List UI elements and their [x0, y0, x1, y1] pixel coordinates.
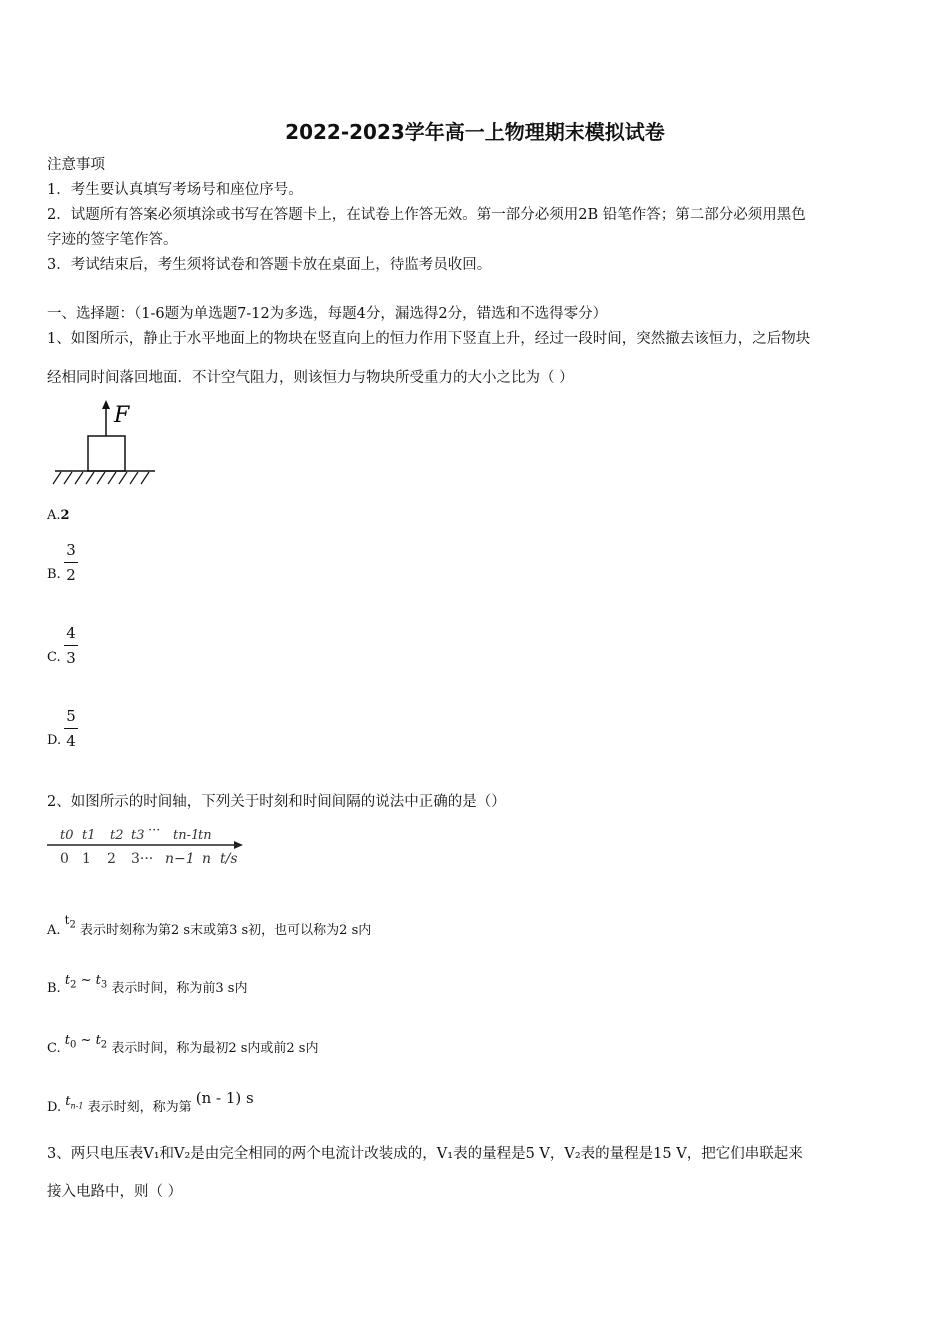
ordinal-expr: (n - 1) s: [195, 1089, 254, 1107]
ground-hatching: [53, 472, 149, 484]
denominator: 4: [66, 732, 76, 750]
q1-option-b-label: B.: [47, 567, 61, 582]
time-interval-expr: $t_2$ ~ $t_3$: [64, 973, 108, 991]
numerator: 4: [66, 624, 76, 642]
option-text: 表示时刻称为第2 s末或第3 s初，也可以称为2 s内: [80, 923, 372, 938]
option-label: D.: [47, 1100, 62, 1115]
q1-force-figure: [50, 396, 165, 491]
symbol-t: $t_2$: [64, 913, 76, 931]
q2-time-axis-figure: [47, 822, 247, 872]
q1-option-a: [47, 508, 70, 523]
time-interval-expr: $t_0$ ~ $t_2$: [64, 1033, 108, 1051]
q1-option-c-label: C.: [47, 650, 61, 665]
axis-top-label: ···: [148, 823, 161, 838]
axis-bottom-label: 0: [60, 851, 69, 867]
q3-stem-line1: 3、两只电压表V₁和V₂是由完全相同的两个电流计改装成的，V₁表的量程是5 V，V₂表的量程是15 V，把它们串联起来: [47, 1146, 803, 1162]
notice-heading: 注意事项: [47, 157, 105, 173]
time-axis-arrow: [234, 841, 243, 849]
notice-item-3: 3．考试结束后，考生须将试卷和答题卡放在桌面上，待监考员收回。: [47, 257, 492, 273]
page-title: 2022-2023学年高一上物理期末模拟试卷: [285, 120, 665, 144]
option-text: 表示时间，称为最初2 s内或前2 s内: [111, 1041, 319, 1056]
notice-item-2-cont: 字迹的签字笔作答。: [47, 232, 178, 248]
axis-bottom-label: 3···: [131, 851, 154, 867]
force-arrow-head: [102, 400, 110, 409]
option-label: C.: [47, 1041, 61, 1056]
q2-option-b: [47, 973, 248, 999]
q1-option-d-fraction: [64, 707, 78, 750]
axis-top-label: tn: [198, 828, 212, 843]
q2-option-a: [47, 913, 372, 940]
q3-stem-line2: 接入电路中，则（ ）: [47, 1184, 183, 1200]
denominator: 2: [66, 566, 76, 584]
axis-bottom-label: t/s: [220, 851, 238, 867]
q1-option-d-label: D.: [47, 733, 62, 748]
option-text: 表示时刻，称为第: [87, 1100, 192, 1115]
force-label: F: [114, 403, 130, 428]
denominator: 3: [66, 649, 76, 667]
q1-stem-line1: 1、如图所示，静止于水平地面上的物块在竖直向上的恒力作用下竖直上升，经过一段时间，突然撤去该恒力，之后物块: [47, 331, 811, 347]
section-heading: 一、选择题：（1-6题为单选题7-12为多选，每题4分，漏选得2分，错选和不选得零分）: [47, 306, 608, 322]
option-text: 表示时间，称为前3 s内: [111, 981, 248, 996]
axis-top-labels: [60, 823, 212, 843]
q2-stem: 2、如图所示的时间轴，下列关于时刻和时间间隔的说法中正确的是（）: [47, 794, 506, 810]
option-label: A.: [47, 508, 61, 523]
option-value: 2: [60, 508, 70, 523]
axis-bottom-label: n−1: [165, 851, 195, 867]
notice-item-2: 2．试题所有答案必须填涂或书写在答题卡上，在试卷上作答无效。第一部分必须用2B 铅笔作答；第二部分必须用黑色: [47, 207, 806, 223]
numerator: 5: [66, 707, 76, 725]
axis-top-label: t3: [131, 828, 145, 843]
axis-bottom-label: n: [202, 851, 212, 867]
axis-top-label: tn-1: [173, 828, 200, 843]
q1-stem-line2: 经相同时间落回地面．不计空气阻力，则该恒力与物块所受重力的大小之比为（ ）: [47, 370, 574, 386]
axis-top-label: t0: [60, 828, 74, 843]
q1-option-c-fraction: [64, 624, 78, 667]
axis-bottom-label: 1: [82, 851, 91, 867]
q2-option-d: [47, 1089, 254, 1117]
axis-top-label: t2: [110, 828, 124, 843]
axis-bottom-label: 2: [107, 851, 116, 867]
block: [88, 436, 125, 471]
option-label: A.: [47, 923, 61, 938]
q1-option-b-fraction: [64, 541, 78, 584]
axis-top-label: t1: [82, 828, 96, 843]
q2-option-c: [47, 1033, 319, 1059]
numerator: 3: [66, 541, 76, 559]
time-point-expr: $t_{n-1}$: [65, 1094, 84, 1111]
axis-bottom-labels: [60, 851, 238, 867]
notice-item-1: 1．考生要认真填写考场号和座位序号。: [47, 182, 303, 198]
option-label: B.: [47, 981, 61, 996]
